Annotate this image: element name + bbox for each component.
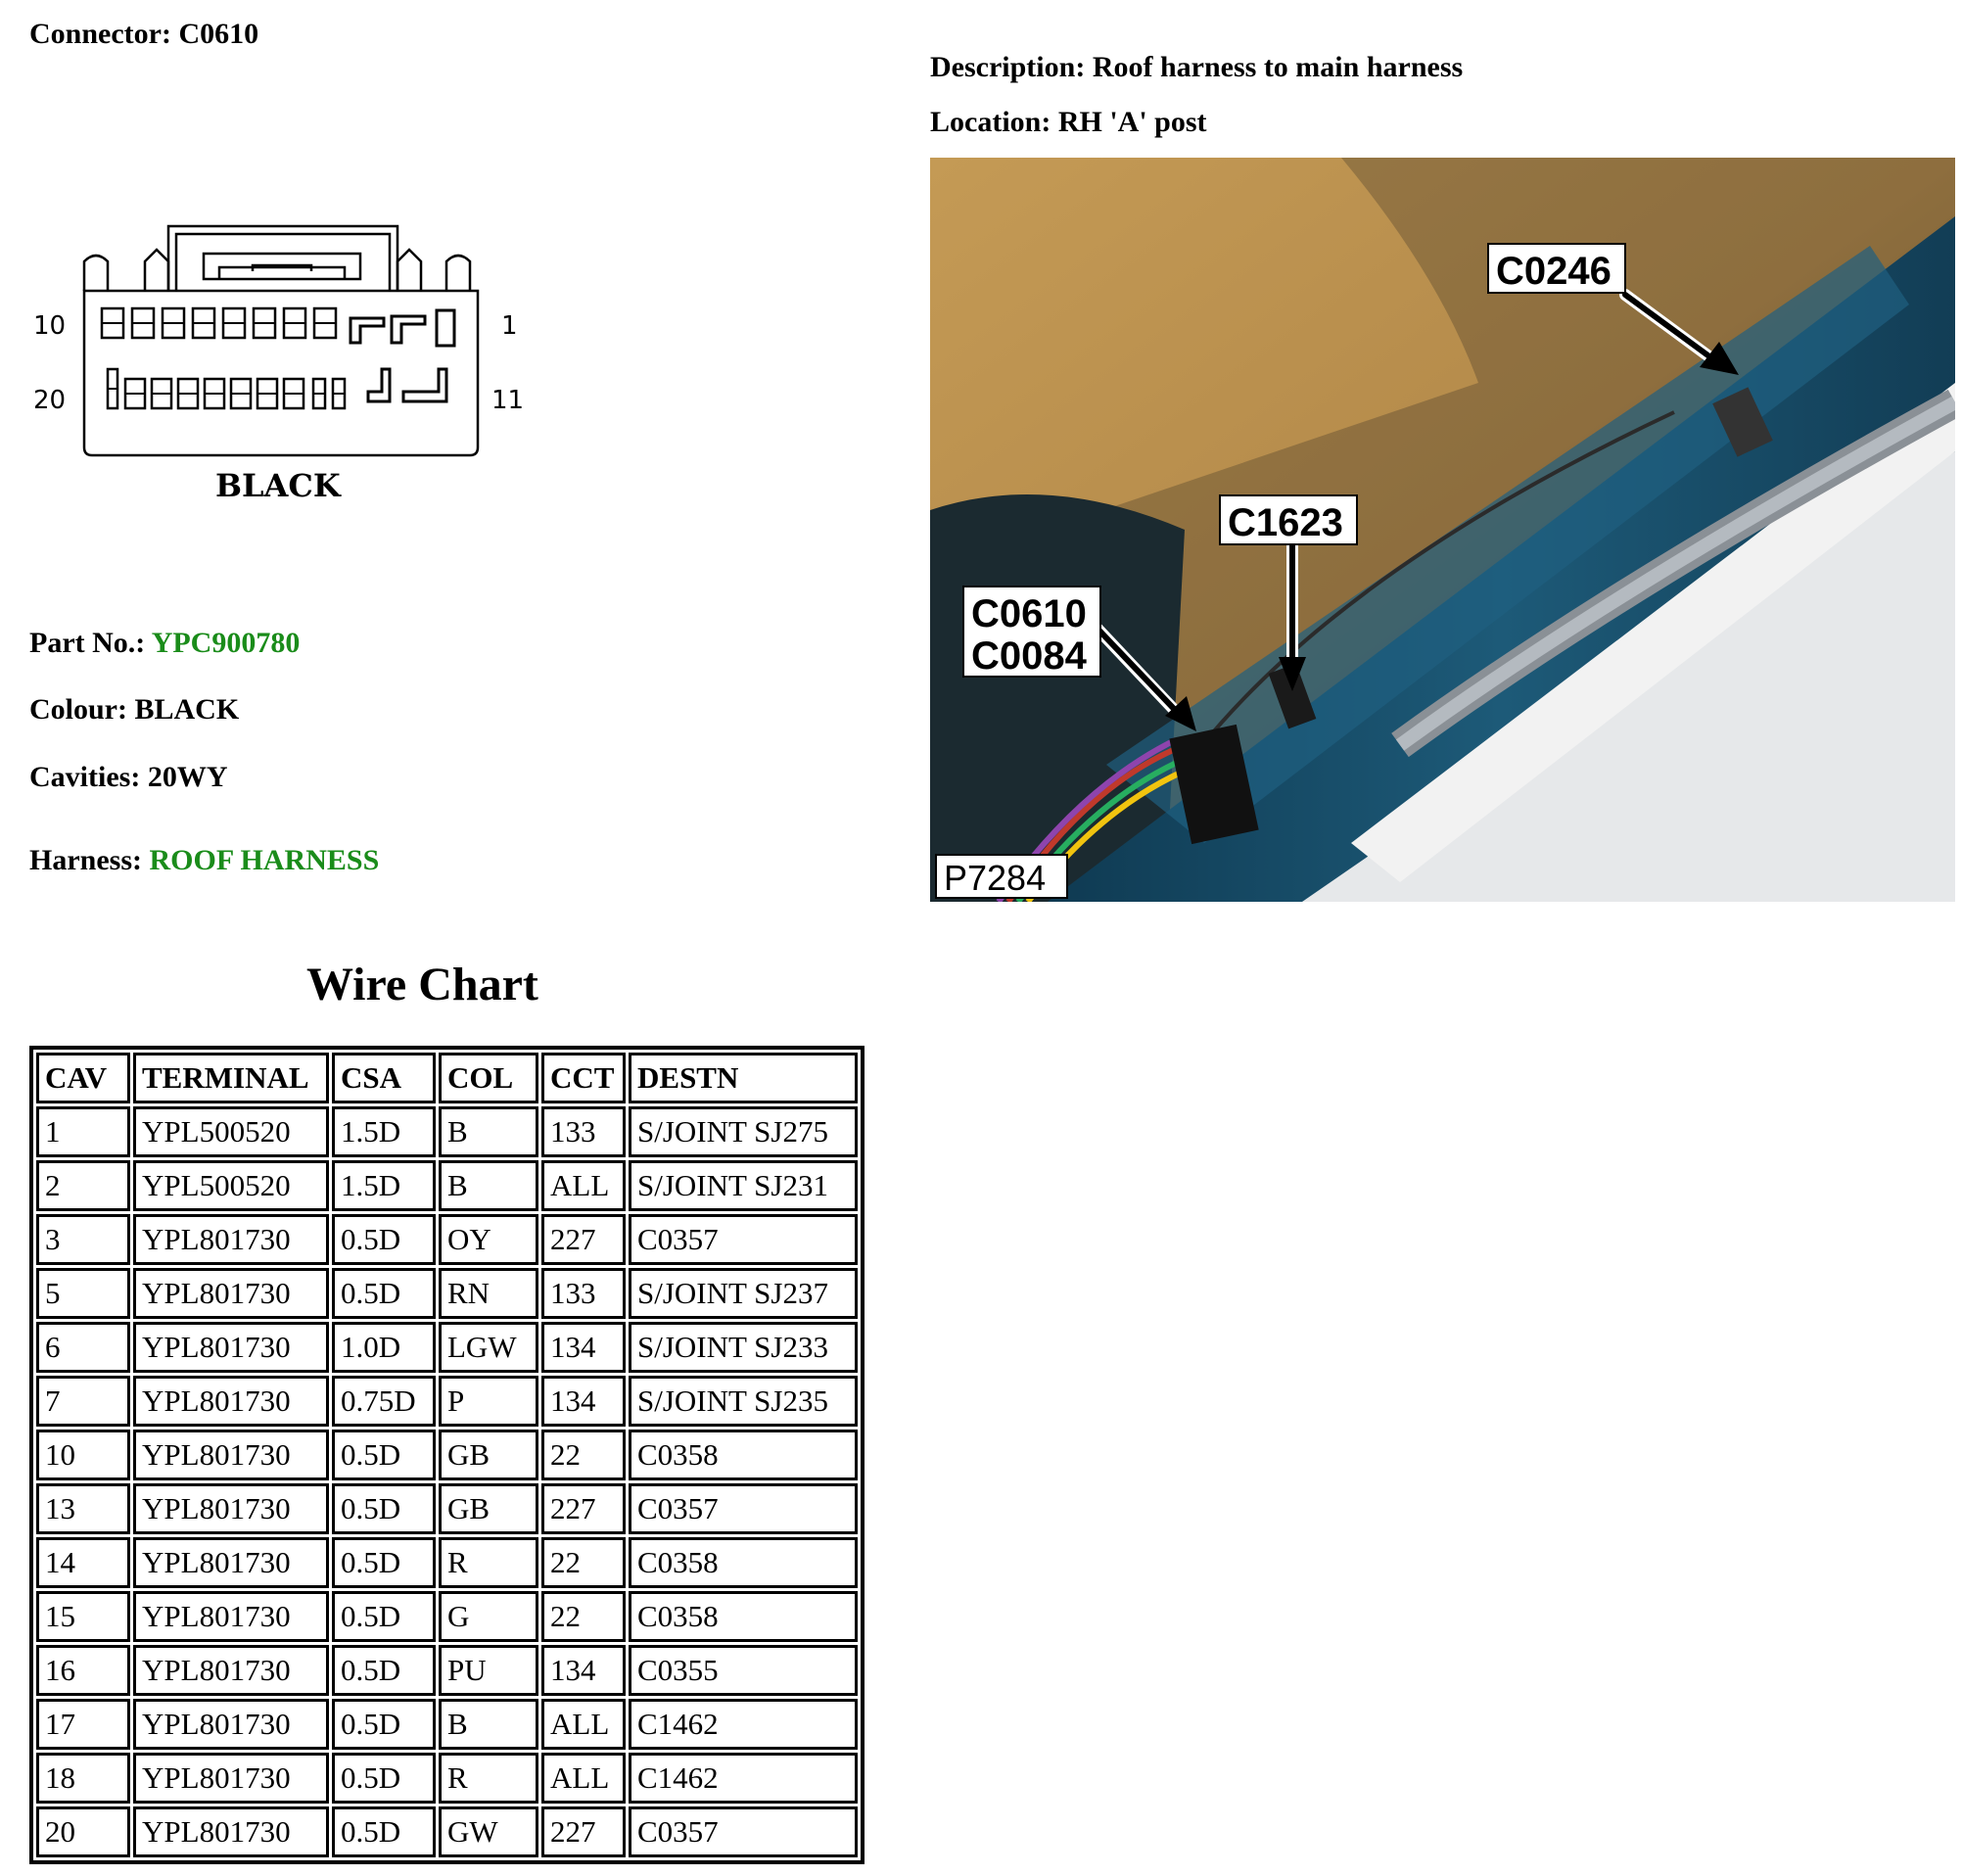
pin-label-10: 10 xyxy=(33,311,67,341)
table-cell: 133 xyxy=(541,1268,626,1319)
part-number xyxy=(29,627,300,660)
table-cell: C0357 xyxy=(629,1483,858,1534)
table-cell: 5 xyxy=(36,1268,130,1319)
table-cell: 227 xyxy=(541,1214,626,1265)
table-cell: B xyxy=(439,1699,538,1750)
table-cell: OY xyxy=(439,1214,538,1265)
table-row xyxy=(36,1376,858,1427)
table-cell: C0355 xyxy=(629,1645,858,1696)
part-number-label: Part No.: xyxy=(29,627,146,659)
table-cell: 1 xyxy=(36,1106,130,1157)
table-cell: 2 xyxy=(36,1160,130,1211)
table-cell: 22 xyxy=(541,1537,626,1588)
table-cell: B xyxy=(439,1160,538,1211)
table-cell: S/JOINT SJ231 xyxy=(629,1160,858,1211)
colour-label: Colour: xyxy=(29,693,127,726)
table-cell: 22 xyxy=(541,1591,626,1642)
table-cell: 3 xyxy=(36,1214,130,1265)
table-cell: 0.5D xyxy=(332,1268,436,1319)
table-cell: YPL801730 xyxy=(133,1753,329,1804)
table-cell: YPL801730 xyxy=(133,1322,329,1373)
table-row xyxy=(36,1160,858,1211)
callout-c0246: C0246 xyxy=(1496,250,1612,293)
connector-title xyxy=(29,18,258,51)
colour xyxy=(29,693,239,727)
cavities xyxy=(29,761,227,794)
column-header: CAV xyxy=(36,1053,130,1103)
table-row xyxy=(36,1591,858,1642)
table-row xyxy=(36,1106,858,1157)
table-cell: RN xyxy=(439,1268,538,1319)
table-cell: R xyxy=(439,1537,538,1588)
callout-c1623: C1623 xyxy=(1228,501,1343,544)
table-cell: 7 xyxy=(36,1376,130,1427)
part-number-link[interactable]: YPC900780 xyxy=(151,627,301,659)
table-row xyxy=(36,1430,858,1480)
table-cell: C0357 xyxy=(629,1214,858,1265)
table-cell: YPL801730 xyxy=(133,1591,329,1642)
table-cell: 17 xyxy=(36,1699,130,1750)
connector-value: C0610 xyxy=(178,18,259,50)
table-cell: 1.5D xyxy=(332,1106,436,1157)
column-header: COL xyxy=(439,1053,538,1103)
table-cell: B xyxy=(439,1106,538,1157)
table-cell: 0.5D xyxy=(332,1591,436,1642)
column-header: CSA xyxy=(332,1053,436,1103)
location xyxy=(930,106,1207,139)
table-row xyxy=(36,1483,858,1534)
description-label: Description: xyxy=(930,51,1086,83)
cavities-value: 20WY xyxy=(147,761,228,793)
table-cell: 134 xyxy=(541,1322,626,1373)
callout-c0610: C0610 xyxy=(971,592,1087,635)
table-cell: LGW xyxy=(439,1322,538,1373)
location-value: RH 'A' post xyxy=(1057,106,1207,138)
table-row xyxy=(36,1322,858,1373)
table-row xyxy=(36,1268,858,1319)
table-cell: 227 xyxy=(541,1806,626,1857)
table-cell: C0358 xyxy=(629,1591,858,1642)
table-cell: YPL801730 xyxy=(133,1806,329,1857)
column-header: TERMINAL xyxy=(133,1053,329,1103)
table-cell: YPL801730 xyxy=(133,1483,329,1534)
photo-ref: P7284 xyxy=(944,858,1047,898)
pin-label-11: 11 xyxy=(491,386,525,415)
table-cell: ALL xyxy=(541,1699,626,1750)
column-header: DESTN xyxy=(629,1053,858,1103)
table-cell: 14 xyxy=(36,1537,130,1588)
table-row xyxy=(36,1214,858,1265)
cavities-label: Cavities: xyxy=(29,761,141,793)
table-cell: C1462 xyxy=(629,1699,858,1750)
cavity-row-top xyxy=(102,308,336,338)
pin-label-20: 20 xyxy=(33,386,67,415)
table-cell: 134 xyxy=(541,1645,626,1696)
table-cell: 13 xyxy=(36,1483,130,1534)
table-row xyxy=(36,1806,858,1857)
colour-value: BLACK xyxy=(134,693,240,726)
table-cell: S/JOINT SJ233 xyxy=(629,1322,858,1373)
table-cell: S/JOINT SJ235 xyxy=(629,1376,858,1427)
table-row xyxy=(36,1699,858,1750)
table-cell: YPL801730 xyxy=(133,1699,329,1750)
table-cell: 0.5D xyxy=(332,1753,436,1804)
table-row xyxy=(36,1645,858,1696)
table-cell: YPL801730 xyxy=(133,1645,329,1696)
description xyxy=(930,51,1463,84)
harness xyxy=(29,844,379,877)
table-row xyxy=(36,1537,858,1588)
table-cell: R xyxy=(439,1753,538,1804)
table-cell: C0358 xyxy=(629,1430,858,1480)
table-cell: 134 xyxy=(541,1376,626,1427)
column-header: CCT xyxy=(541,1053,626,1103)
table-cell: 20 xyxy=(36,1806,130,1857)
harness-label: Harness: xyxy=(29,844,142,876)
table-cell: ALL xyxy=(541,1753,626,1804)
table-cell: GB xyxy=(439,1483,538,1534)
table-cell: ALL xyxy=(541,1160,626,1211)
table-cell: P xyxy=(439,1376,538,1427)
table-cell: PU xyxy=(439,1645,538,1696)
table-cell: GB xyxy=(439,1430,538,1480)
table-cell: GW xyxy=(439,1806,538,1857)
table-cell: 0.5D xyxy=(332,1430,436,1480)
description-value: Roof harness to main harness xyxy=(1092,51,1464,83)
table-cell: 0.5D xyxy=(332,1699,436,1750)
table-cell: 133 xyxy=(541,1106,626,1157)
table-cell: 1.5D xyxy=(332,1160,436,1211)
callout-c0084: C0084 xyxy=(971,634,1087,678)
table-cell: 6 xyxy=(36,1322,130,1373)
table-cell: YPL801730 xyxy=(133,1430,329,1480)
table-cell: YPL801730 xyxy=(133,1537,329,1588)
table-cell: 0.5D xyxy=(332,1537,436,1588)
table-cell: S/JOINT SJ275 xyxy=(629,1106,858,1157)
table-cell: S/JOINT SJ237 xyxy=(629,1268,858,1319)
connector-face-diagram xyxy=(27,220,537,514)
table-cell: 0.5D xyxy=(332,1483,436,1534)
table-cell: 0.5D xyxy=(332,1214,436,1265)
table-cell: 1.0D xyxy=(332,1322,436,1373)
table-row xyxy=(36,1753,858,1804)
diagram-colour-caption: BLACK xyxy=(215,467,341,504)
location-photo xyxy=(930,158,1955,902)
table-cell: YPL801730 xyxy=(133,1268,329,1319)
table-cell: 0.5D xyxy=(332,1806,436,1857)
cavity-row-bottom xyxy=(108,369,345,408)
table-cell: 0.5D xyxy=(332,1645,436,1696)
table-cell: 16 xyxy=(36,1645,130,1696)
wire-chart-table xyxy=(29,1046,864,1864)
location-label: Location: xyxy=(930,106,1051,138)
table-cell: G xyxy=(439,1591,538,1642)
table-cell: YPL500520 xyxy=(133,1106,329,1157)
wire-chart-title: Wire Chart xyxy=(306,959,538,1010)
table-header-row xyxy=(36,1053,858,1103)
table-cell: YPL500520 xyxy=(133,1160,329,1211)
table-cell: 0.75D xyxy=(332,1376,436,1427)
table-cell: 227 xyxy=(541,1483,626,1534)
pin-label-1: 1 xyxy=(501,311,518,341)
table-cell: YPL801730 xyxy=(133,1214,329,1265)
table-cell: 15 xyxy=(36,1591,130,1642)
table-cell: 10 xyxy=(36,1430,130,1480)
table-cell: C0357 xyxy=(629,1806,858,1857)
table-cell: C0358 xyxy=(629,1537,858,1588)
table-cell: YPL801730 xyxy=(133,1376,329,1427)
connector-label: Connector: xyxy=(29,18,171,50)
table-cell: 22 xyxy=(541,1430,626,1480)
table-cell: C1462 xyxy=(629,1753,858,1804)
harness-link[interactable]: ROOF HARNESS xyxy=(149,844,380,876)
table-cell: 18 xyxy=(36,1753,130,1804)
